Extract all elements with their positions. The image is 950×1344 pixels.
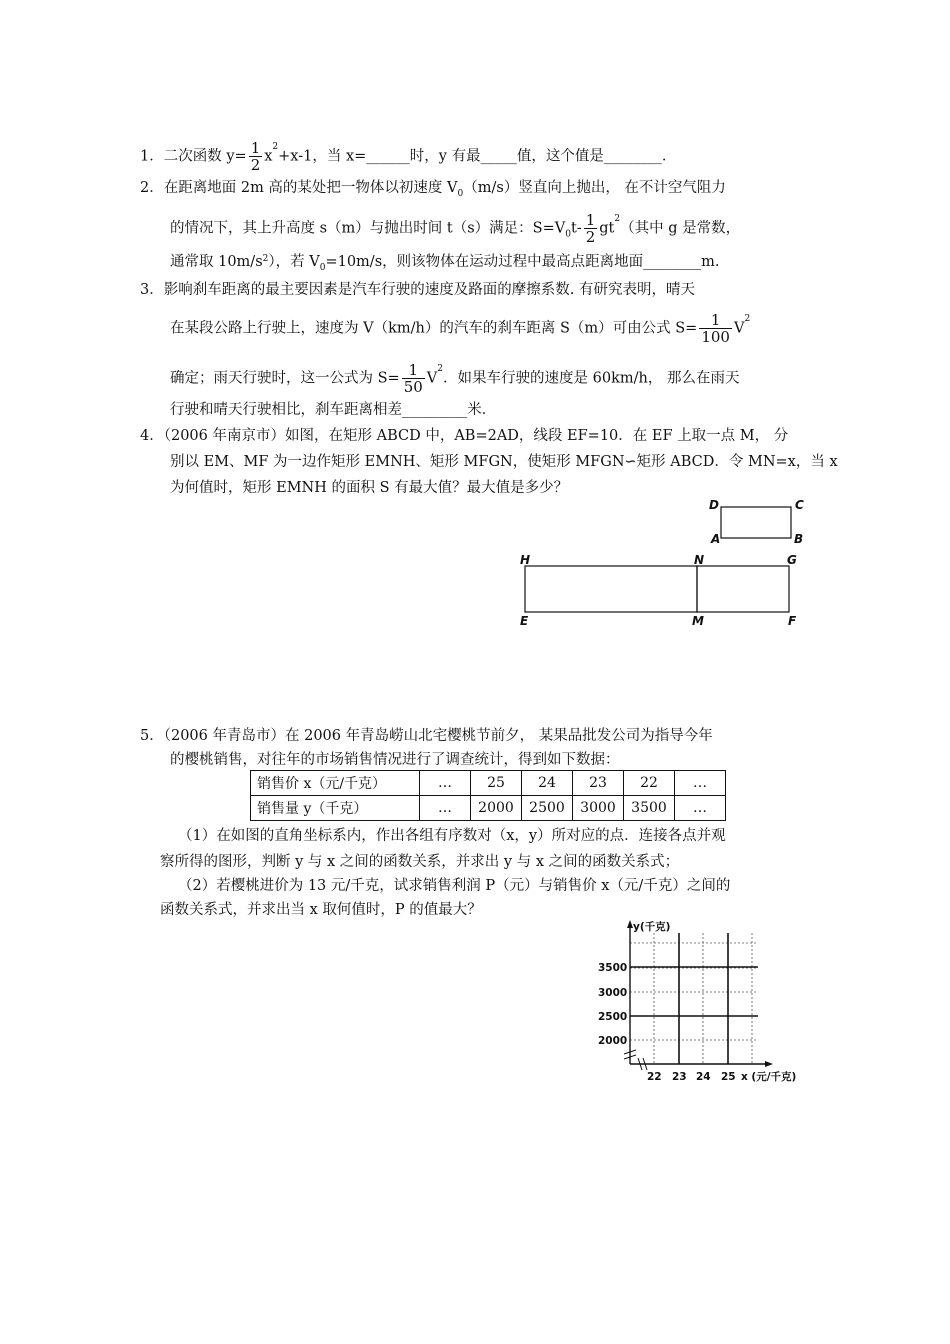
q3-number: 3． (140, 282, 164, 298)
q2-l3-sup: 2 (262, 254, 269, 264)
q3-l3c: ．如果车行驶的速度是 60km/h， 那么在雨天 (443, 370, 740, 387)
q1-frac-num: 1 (250, 139, 261, 157)
q2-l2-sub: 0 (565, 229, 571, 240)
label-f: F (788, 614, 797, 628)
q4-l2: 别以 EM、MF 为一边作矩形 EMNH、矩形 MFGN，使矩形 MFGN∽矩形 ABCD．令 MN=x，当 x (170, 454, 838, 470)
table-header-price: 销售价 x（元/千克） (251, 771, 420, 796)
coordinate-grid (590, 918, 810, 1088)
q4-line-2 (170, 452, 838, 472)
q5-line-2 (170, 750, 620, 770)
rect-abcd (721, 507, 791, 538)
label-n: N (694, 553, 705, 567)
table-cell: 3000 (573, 796, 624, 821)
q3-l2a: 在某段公路上行驶上，速度为 V（km/h）的汽车的刹车距离 S（m）可由公式 S= (170, 320, 698, 337)
q2-l2-sup: 2 (614, 214, 621, 224)
q3-fraction-1 (699, 312, 732, 345)
y-axis-label: y(千克) (633, 921, 671, 933)
q3-l3b: V (426, 370, 438, 387)
q2-l3c: =10m/s，则该物体在运动过程中最高点距离地面________m. (325, 254, 720, 270)
q4-l3: 为何值时，矩形 EMNH 的面积 S 有最大值？最大值是多少？ (170, 480, 569, 496)
q5-number: 5． (140, 728, 164, 744)
q5-p2b: 函数关系式，并求出当 x 取何值时，P 的值最大？ (160, 902, 482, 918)
table-row (251, 796, 726, 821)
q5-p1b: 察所得的图形，判断 y 与 x 之间的函数关系，并求出 y 与 x 之间的函数关系式； (160, 854, 680, 870)
q2-l1b: （m/s）竖直向上抛出， 在不计空气阻力 (463, 180, 726, 196)
q5-l1: （2006 年青岛市）在 2006 年青岛崂山北宅樱桃节前夕， 某果品批发公司为指导今年 (163, 728, 713, 744)
q3-frac1-den: 100 (701, 328, 730, 346)
q1-frac-den: 2 (250, 156, 261, 174)
q3-l3a: 确定；雨天行驶时，这一公式为 S= (170, 370, 400, 387)
rect-mfgn (697, 566, 789, 612)
q3-frac1-num: 1 (699, 312, 732, 329)
rectangle-diagram (500, 490, 820, 640)
q5-part2-line-1 (178, 876, 730, 896)
q1-x: x (264, 148, 273, 165)
table-ellipsis: … (420, 796, 471, 821)
q2-line-2 (170, 212, 740, 245)
table-cell: 2000 (471, 796, 522, 821)
x-tick-label: 23 (672, 1071, 687, 1083)
table-cell: 3500 (624, 796, 675, 821)
q5-p2a: （2）若樱桃进价为 13 元/千克，试求销售利润 P（元）与销售价 x（元/千克）之间的 (178, 878, 731, 894)
label-a: A (711, 532, 721, 546)
label-c: C (795, 498, 804, 512)
table-cell: 24 (522, 771, 573, 796)
q2-l1-sub: 0 (457, 188, 464, 199)
label-h: H (520, 553, 531, 567)
table-ellipsis: … (675, 771, 726, 796)
label-d: D (709, 498, 719, 512)
x-axis-arrow-icon (765, 1061, 773, 1067)
q5-p1a: （1）在如图的直角坐标系内，作出各组有序数对（x，y）所对应的点．连接各点并观 (178, 828, 726, 844)
table-cell: 23 (573, 771, 624, 796)
y-tick-label: 2000 (598, 1035, 628, 1047)
q2-frac-num: 1 (585, 211, 596, 229)
table-cell: 2500 (522, 796, 573, 821)
label-b: B (794, 532, 804, 546)
q5-line-1 (140, 726, 713, 746)
q3-l3-sup: 2 (437, 364, 444, 374)
q3-l2b: V (733, 320, 745, 337)
q2-l3-sub: 0 (319, 262, 326, 273)
q2-l1: 在距离地面 2m 高的某处把一物体以初速度 V (163, 180, 458, 196)
table-ellipsis: … (420, 771, 471, 796)
q2-l2a: 的情况下，其上升高度 s（m）与抛出时间 t（s）满足：S=V (170, 220, 566, 237)
y-tick-label: 2500 (598, 1011, 628, 1023)
q1-sup: 2 (272, 142, 279, 152)
q2-line-3 (170, 252, 720, 278)
q2-l2b: t- (570, 220, 582, 237)
q3-l2-sup: 2 (744, 314, 751, 324)
q4-l1: （2006 年南京市）如图，在矩形 ABCD 中，AB=2AD，线段 EF=10．在 EF 上取一点 M， 分 (163, 428, 789, 444)
y-tick-label: 3000 (598, 987, 628, 999)
question-1 (140, 140, 676, 173)
q2-fraction (584, 212, 598, 245)
q3-fraction-2 (402, 362, 425, 395)
label-g: G (787, 553, 797, 567)
q3-l4: 行驶和晴天行驶相比，刹车距离相差_________米． (170, 402, 497, 418)
x-tick-label: 22 (647, 1071, 662, 1083)
x-tick-label: 24 (696, 1071, 711, 1083)
sales-table (250, 770, 726, 821)
x-tick-label: 25 (721, 1071, 736, 1083)
q3-l1: 影响刹车距离的最主要因素是汽车行驶的速度及路面的摩擦系数. 有研究表明，晴天 (163, 282, 695, 298)
y-tick-label: 3500 (598, 962, 628, 974)
label-e: E (520, 614, 529, 628)
label-m: M (692, 614, 704, 628)
q2-l3a: 通常取 10m/s (170, 254, 263, 270)
q2-frac-den: 2 (585, 228, 596, 246)
q5-l2: 的樱桃销售，对往年的市场销售情况进行了调查统计，得到如下数据： (170, 752, 620, 768)
q2-l2c: gt (599, 220, 615, 237)
q1-fraction (249, 140, 263, 173)
q5-part1-line-2 (160, 852, 679, 872)
q3-frac2-den: 50 (403, 378, 423, 396)
q5-part1-line-1 (178, 826, 726, 846)
q3-line-1 (140, 280, 695, 300)
x-axis-label: x (元/千克) (741, 1071, 797, 1083)
table-cell: 25 (471, 771, 522, 796)
q2-line-1 (140, 178, 726, 204)
q1-text-post: +x-1，当 x=______时，y 有最_____值，这个值是________． (278, 148, 677, 165)
table-header-volume: 销售量 y（千克） (251, 796, 420, 821)
table-row (251, 771, 726, 796)
q5-part2-line-2 (160, 900, 482, 920)
q4-number: 4． (140, 428, 164, 444)
table-ellipsis: … (675, 796, 726, 821)
q2-l3b: ），若 V (268, 254, 320, 270)
q3-line-4 (170, 400, 496, 420)
table-cell: 22 (624, 771, 675, 796)
q2-l2d: （其中 g 是常数， (620, 220, 741, 237)
q1-text-pre: 二次函数 y= (163, 148, 247, 165)
q1-number: 1． (140, 148, 164, 165)
rect-emnh (525, 566, 697, 612)
q3-frac2-num: 1 (402, 362, 425, 379)
q2-number: 2． (140, 180, 164, 196)
q4-line-1 (140, 426, 788, 446)
q3-line-3 (170, 362, 739, 395)
q3-line-2 (170, 312, 750, 345)
